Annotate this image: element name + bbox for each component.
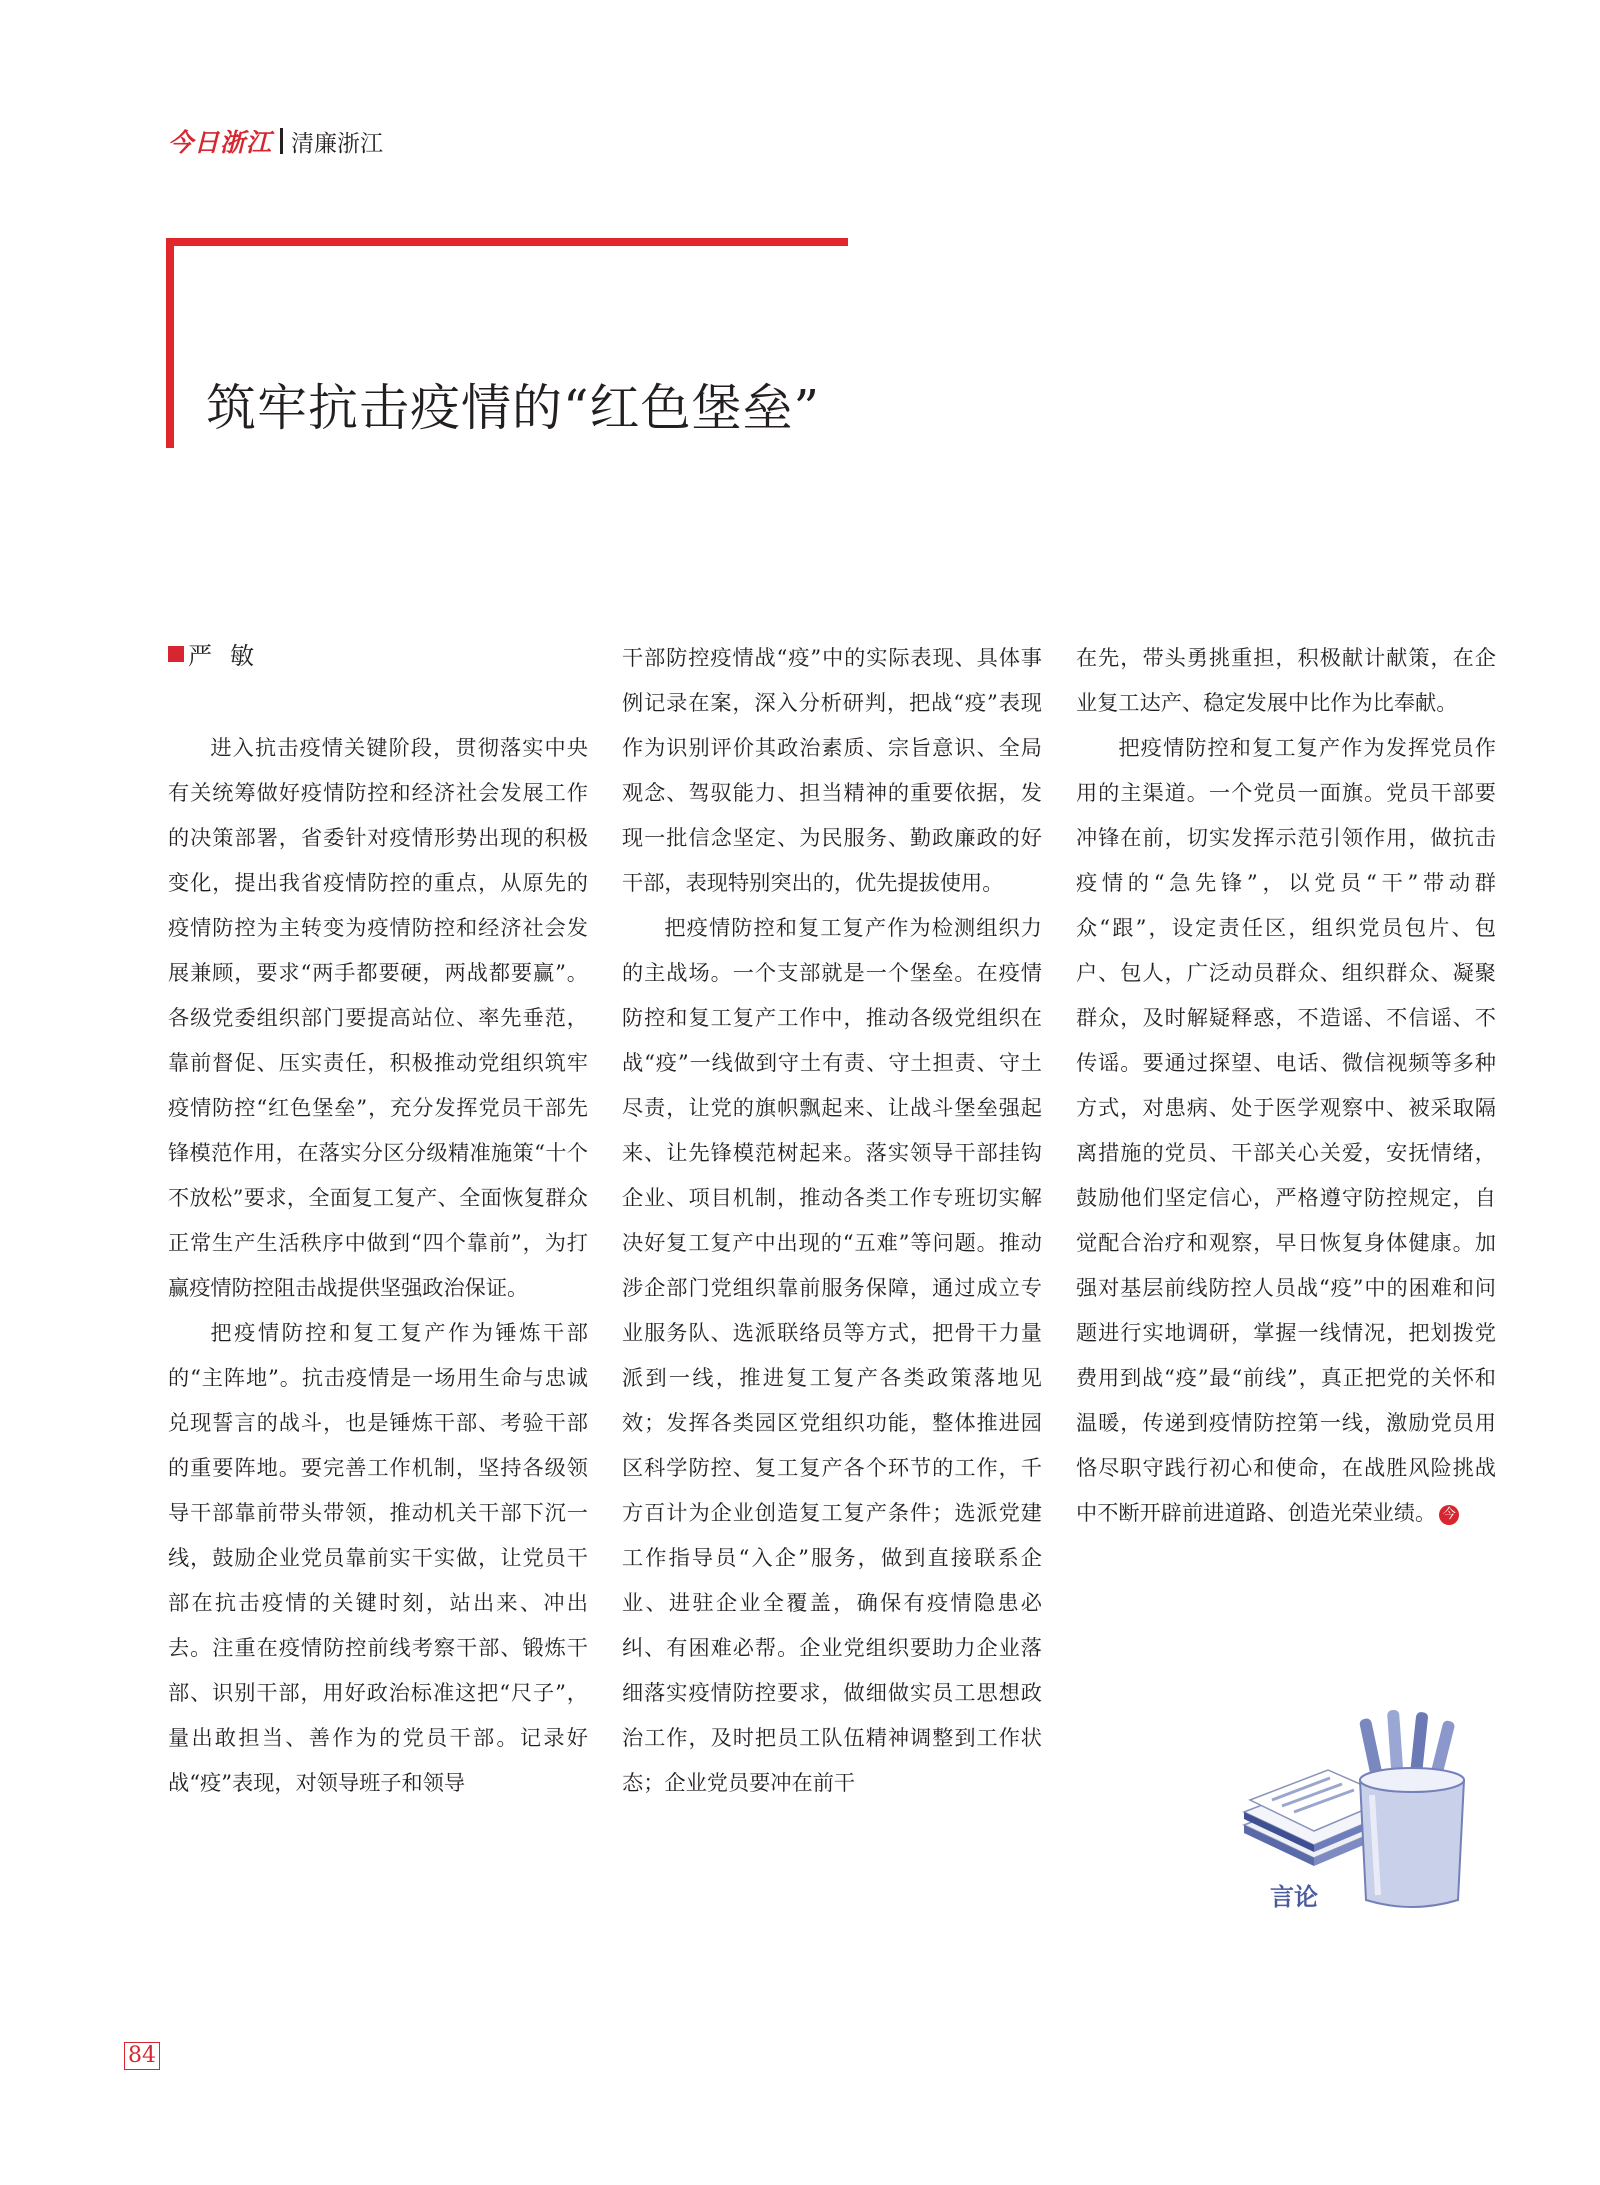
- author-line: [168, 636, 272, 671]
- illustration-label: 言论: [1270, 1883, 1318, 1911]
- text-column-2: [622, 635, 1042, 1805]
- paragraph: 把疫情防控和复工复产作为检测组织力的主战场。一个支部就是一个堡垒。在疫情防控和复工复产工作中，推动各级党组织在战“疫”一线做到守土有责、守土担责、守土尽责，让党的旗帜飘起来、让战斗堡垒强起来、让先锋模范树起来。落实领导干部挂钩企业、项目机制，推动各类工作专班切实解决好复工复产中出现的“五难”等问题。推动涉企部门党组织靠前服务保障，通过成立专业服务队、选派联络员等方式，把骨干力量派到一线，推进复工复产各类政策落地见效；发挥各类园区党组织功能，整体推进园区科学防控、复工复产各个环节的工作，千方百计为企业创造复工复产条件；选派党建工作指导员“入企”服务，做到直接联系企业、进驻企业全覆盖，确保有疫情隐患必纠、有困难必帮。企业党组织要助力企业落细落实疫情防控要求，做细做实员工思想政治工作，及时把员工队伍精神调整到工作状态；企业党员要冲在前干: [622, 915, 1042, 1795]
- title-frame-left-rule: [166, 238, 174, 448]
- pen-holder-cup-icon: [1360, 1768, 1464, 1907]
- paragraph: 干部防控疫情战“疫”中的实际表现、具体事例记录在案，深入分析研判，把战“疫”表现作为识别评价其政治素质、宗旨意识、全局观念、驾驭能力、担当精神的重要依据，发现一批信念坚定、为民服务、勤政廉政的好干部，表现特别突出的，优先提拔使用。: [622, 645, 1042, 895]
- paragraph: 在先，带头勇挑重担，积极献计献策，在企业复工达产、稳定发展中比作为比奉献。: [1076, 645, 1496, 715]
- text-column-3: [1076, 635, 1496, 1535]
- paragraph-last: [1076, 725, 1496, 1535]
- paragraph: 进入抗击疫情关键阶段，贯彻落实中央有关统筹做好疫情防控和经济社会发展工作的决策部署，省委针对疫情形势出现的积极变化，提出我省疫情防控的重点，从原先的疫情防控为主转变为疫情防控和经济社会发展兼顾，要求“两手都要硬，两战都要赢”。各级党委组织部门要提高站位、率先垂范，靠前督促、压实责任，积极推动党组织筑牢疫情防控“红色堡垒”，充分发挥党员干部先锋模范作用，在落实分区分级精准施策“十个不放松”要求，全面复工复产、全面恢复群众正常生产生活秩序中做到“四个靠前”，为打赢疫情防控阻击战提供坚强政治保证。: [168, 735, 588, 1300]
- opinion-illustration: [1232, 1700, 1492, 1920]
- magazine-header: [168, 124, 383, 158]
- magazine-logo: 今日浙江: [168, 128, 273, 157]
- author-marker-square: [168, 646, 184, 662]
- paragraph: 把疫情防控和复工复产作为锤炼干部的“主阵地”。抗击疫情是一场用生命与忠诚兑现誓言的战斗，也是锤炼干部、考验干部的重要阵地。要完善工作机制，坚持各级领导干部靠前带头带领，推动机关干部下沉一线，鼓励企业党员靠前实干实做，让党员干部在抗击疫情的关键时刻，站出来、冲出去。注重在疫情防控前线考察干部、锻炼干部、识别干部，用好政治标准这把“尺子”，量出敢担当、善作为的党员干部。记录好战“疫”表现，对领导班子和领导: [168, 1320, 588, 1795]
- article-title: 筑牢抗击疫情的“红色堡垒”: [206, 379, 821, 437]
- paragraph-text: 把疫情防控和复工复产作为发挥党员作用的主渠道。一个党员一面旗。党员干部要冲锋在前，切实发挥示范引领作用，做抗击疫情的“急先锋”，以党员“干”带动群众“跟”，设定责任区，组织党员包片、包户、包人，广泛动员群众、组织群众、凝聚群众，及时解疑释惑，不造谣、不信谣、不传谣。要通过探望、电话、微信视频等多种方式，对患病、处于医学观察中、被采取隔离措施的党员、干部关心关爱，安抚情绪，鼓励他们坚定信心，严格遵守防控规定，自觉配合治疗和观察，早日恢复身体健康。加强对基层前线防控人员战“疫”中的困难和问题进行实地调研，掌握一线情况，把划拨党费用到战“疫”最“前线”，真正把党的关怀和温暖，传递到疫情防控第一线，激励党员用恪尽职守践行初心和使命，在战胜风险挑战中不断开辟前进道路、创造光荣业绩。: [1076, 735, 1496, 1525]
- section-name: 清廉浙江: [291, 130, 384, 157]
- end-mark-icon: 今: [1439, 1505, 1459, 1525]
- title-frame-top-rule: [166, 238, 848, 246]
- author-name: 严敏: [188, 642, 272, 670]
- text-column-1: [168, 725, 588, 1805]
- page-number: 84: [124, 2042, 160, 2070]
- header-divider: [280, 128, 283, 154]
